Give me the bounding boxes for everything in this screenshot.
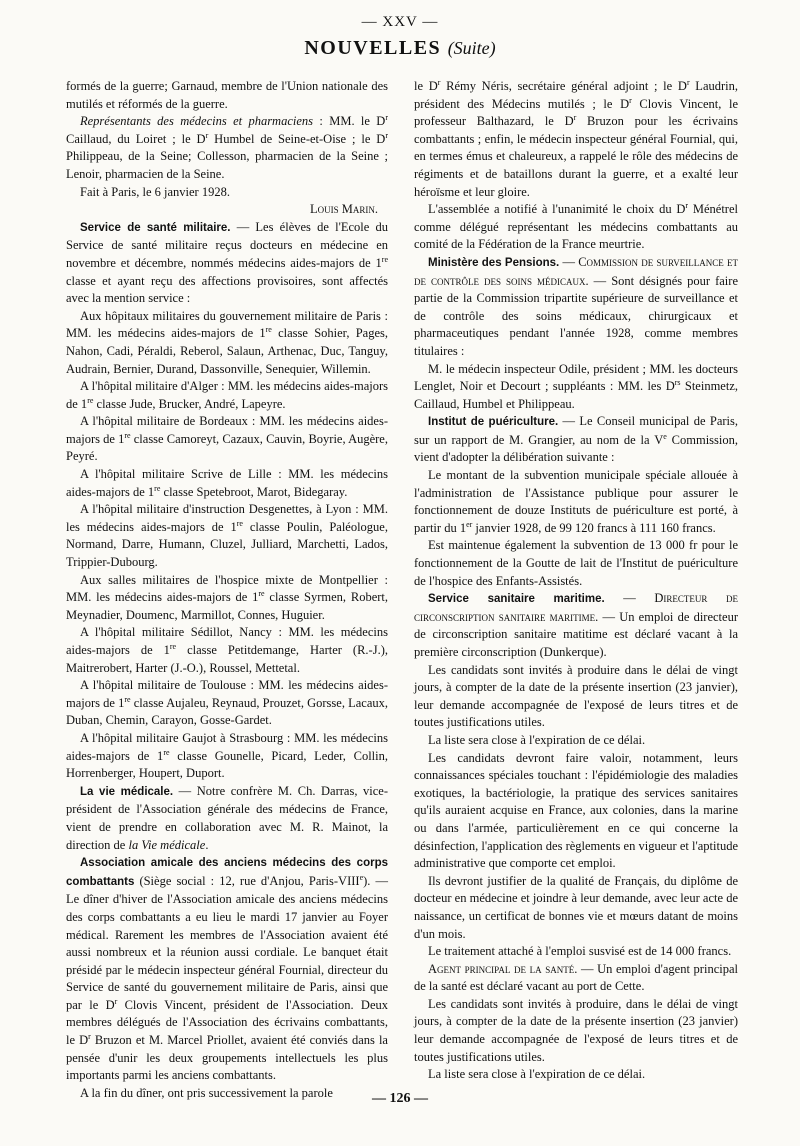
paragraph: le $D^r$ Rémy Néris, secrétaire général adjoint ; le $D^r$ Laudrin, président des Médecins mutilés ; le $D^r$ Clovis Vincent, le professeur Balthazard, le $D^r$ Bruzon pour les écrivains combattants ; enfin, le médecin inspecteur général Fournial, qui, en termes émus et chaleureux, a rappelé le rôle des médecins de régiments et de bataillons durant la guerre, et a exalté leur héroïsme et leur gloire. (414, 77, 739, 199)
section-paragraph: Service de santé militaire. — Les élèves de l'Ecole du Service de santé militaire reçus docteurs en médecine en novembre et décembre, nommés médecins aides-majors de 1re classe et ayant reçu des affections provisoires, sont affectés avec la mention service : (66, 219, 388, 306)
paragraph: A l'hôpital militaire d'Alger : MM. les médecins aides-majors de 1re classe Jude, Brucker, André, Lapeyre. (66, 379, 388, 411)
section-paragraph: Agent principal de la santé. — Un emploi d'agent principal de la santé est déclaré vacant au port de Cette. (414, 961, 738, 994)
paragraph: M. le médecin inspecteur Odile, président ; MM. les docteurs Lenglet, Noir et Decourt ; suppléants : MM. les $D^{rs}$ Steinmetz, Caillaud, Humbel et Philippeau. (414, 361, 738, 411)
section-heading: Institut de puériculture. (428, 416, 559, 429)
paragraph: A l'hôpital militaire de Bordeaux : MM. les médecins aides-majors de 1re classe Camoreyt, Cazaux, Cauvin, Boyrie, Augère, Peyré. (66, 414, 388, 464)
paragraph: A l'hôpital militaire d'instruction Desgenettes, à Lyon : MM. les médecins aides-majors de 1re classe Poulin, Paléologue, Normand, Darre, Humann, Cluzel, Julliard, Marchetti, Lados, Trippier-Dubourg. (66, 502, 388, 570)
paragraph: Les candidats sont invités à produire dans le délai de vingt jours, à compter de la date de la présente insertion (23 janvier), leur demande accompagnée de l'exposé de leurs titres et de toutes justifications utiles. (414, 662, 738, 730)
left-column (66, 78, 388, 1102)
page-header (0, 14, 800, 60)
title-suffix: (Suite) (447, 38, 496, 58)
paragraph: A l'hôpital militaire Sédillot, Nancy : MM. les médecins aides-majors de 1re classe Petitdemange, Harter (R.-J.), Maitrerobert, Harter (J.-O.), Roussel, Mettetal. (66, 625, 388, 675)
paragraph: La liste sera close à l'expiration de ce délai. (428, 1067, 646, 1082)
paragraph: A la fin du dîner, ont pris successivement la parole (80, 1085, 333, 1100)
roman-page-number: — XXV — (361, 14, 439, 30)
paragraph: A l'hôpital militaire Gaujot à Strasbourg : MM. les médecins aides-majors de 1re classe Gounelle, Picard, Leder, Collin, Horrenberger, Houpert, Duport. (66, 730, 389, 781)
paragraph: Les candidats devront faire valoir, notamment, leurs connaissances spéciales touchant : l'épidémiologie des maladies exotiques, la bactériologie, la pratique des services sanitaires qu'ils auraient acquise en France, aux colonies, dans la marine ou dans l'armée, particulièrement en ce qui concerne la désinfection, l'application des règlements en vigueur et l'aptitude administrative que comporte cet emploi. (414, 750, 738, 871)
paragraph: Ils devront justifier de la qualité de Français, du diplôme de docteur en médecine et joindre à leur demande, avec leur acte de naissance, un certificat de bonnes vie et mœurs datant de moins d'un mois. (414, 873, 738, 941)
section-heading: Service de santé militaire. (80, 221, 231, 234)
section-paragraph: Service sanitaire maritime. — Directeur de circonscription sanitaire maritime. — Un emploi de directeur de circonscription sanitaire matitime est déclaré vacant à la première circonscription (Dunkerque). (414, 591, 738, 659)
section-paragraph: Institut de puériculture. — Le Conseil municipal de Paris, sur un rapport de M. Grangier, au nom de la Ve Commission, vient d'adopter la délibération suivante : (414, 414, 738, 465)
paragraph: A l'hôpital militaire Scrive de Lille : MM. les médecins aides-majors de 1re classe Spetebroot, Marot, Bidegaray. (66, 467, 388, 499)
page-number: — 126 — (372, 1091, 428, 1106)
paragraph: Représentants des médecins et pharmaciens : MM. le $D^r$ Caillaud, du Loiret ; le $D^r$ Humbel de Seine-et-Oise ; le $D^r$ Philippeau, de la Seine; Collesson, pharmacien de la Seine ; Lenoir, pharmacien de la Seine. (66, 113, 389, 181)
paragraph: Aux hôpitaux militaires du gouvernement militaire de Paris : MM. les médecins aides-majors de 1re classe Sohier, Pages, Nahon, Cadi, Péraldi, Reberol, Salaun, Arthenac, Duc, Tanguy, Audrain, Bernier, Durand, Dassonville, Senequier, Willemin. (66, 308, 388, 376)
paragraph: Est maintenue également la subvention de 13 000 fr pour le fonctionnement de la Goutte de lait de l'Institut de puériculture de l'hospice des Enfants-Assistés. (414, 538, 738, 588)
section-heading: Ministère des Pensions. (428, 256, 560, 269)
paragraph: La liste sera close à l'expiration de ce délai. (428, 732, 646, 747)
paragraph: Aux salles militaires de l'hospice mixte de Montpellier : MM. les médecins aides-majors de 1re classe Syrmen, Robert, Meynadier, Doumenc, Marmillot, Connes, Huguier. (66, 572, 388, 622)
paragraph: Le montant de la subvention municipale spéciale allouée à l'administration de l'Assistance publique pour assurer le fonctionnement de douze Instituts de puériculture est porté, à partir du 1er janvier 1928, de 99 120 francs à 111 160 francs. (414, 468, 738, 535)
section-heading: Service sanitaire maritime. (428, 593, 605, 606)
signature: Louis Marin. (309, 202, 378, 217)
section-paragraph: Association amicale des anciens médecins des corps combattants (Siège social : 12, rue d'Anjou, Paris-VIIIe). — Le dîner d'hiver de l'Association amicale des anciens médecins des corps combattants a eu lieu le mardi 17 janvier au Foyer médical. Rarement les membres de l'Association avaient été aussi nombreux et la réunion aussi cordiale. Le banquet était présidé par le médecin inspecteur général Fournial, directeur du Service de santé du gouvernement militaire de Paris, ainsi que par le $D^r$ Clovis Vincent, président de l'Association. Deux membres délégués de l'Association des écrivains combattants, le $D^r$ Bruzon et M. Marcel Priollet, avaient été conviés dans la pensée d'unir les deux groupements intellectuels les plus importants parmi les anciens combattants. (66, 857, 388, 1083)
title-text: NOUVELLES (304, 37, 442, 59)
paragraph: A l'hôpital militaire de Toulouse : MM. les médecins aides-majors de 1re classe Aujaleu, Reynaud, Prouzet, Gorsse, Lacaux, Duban, Chemin, Carayon, Gosse-Gardet. (66, 678, 388, 728)
paragraph: Les candidats sont invités à produire, dans le délai de vingt jours, à compter de la date de la présente insertion (23 janvier) leur demande accompagnée de l'exposé de leurs titres et de toutes justifications utiles. (414, 996, 738, 1064)
section-heading: Association amicale des anciens médecins des corps combattants (66, 857, 388, 888)
section-paragraph: La vie médicale. — Notre confrère M. Ch. Darras, vice-président de l'Association générale des médecins de France, vient de prendre en collaboration avec M. R. Mainot, la direction de la Vie médicale. (66, 783, 388, 852)
paragraph: Le traitement attaché à l'emploi susvisé est de 14 000 francs. (428, 944, 732, 959)
section-paragraph: Ministère des Pensions. — Commission de surveillance et de contrôle des soins médicaux. — Sont désignés pour faire partie de la Commission tripartite supérieure de surveillance et de contrôle des soins médicaux, chirurgicaux et pharmaceutiques pendant l'année 1928, comme membres titulaires : (414, 254, 739, 358)
section-heading: Agent principal de la santé. (428, 961, 578, 976)
paragraph: L'assemblée a notifié à l'unanimité le choix du $D^r$ Ménétrel comme délégué représentant les médecins combattants au comité de la Fédération de la France meurtrie. (414, 201, 738, 252)
paragraph: Fait à Paris, le 6 janvier 1928. (80, 184, 230, 199)
page-title (0, 37, 800, 60)
paragraph: formés de la guerre; Garnaud, membre de l'Union nationale des mutilés et réformés de la guerre. (66, 79, 388, 111)
right-column (414, 78, 738, 1084)
section-heading: La vie médicale. (80, 785, 174, 798)
